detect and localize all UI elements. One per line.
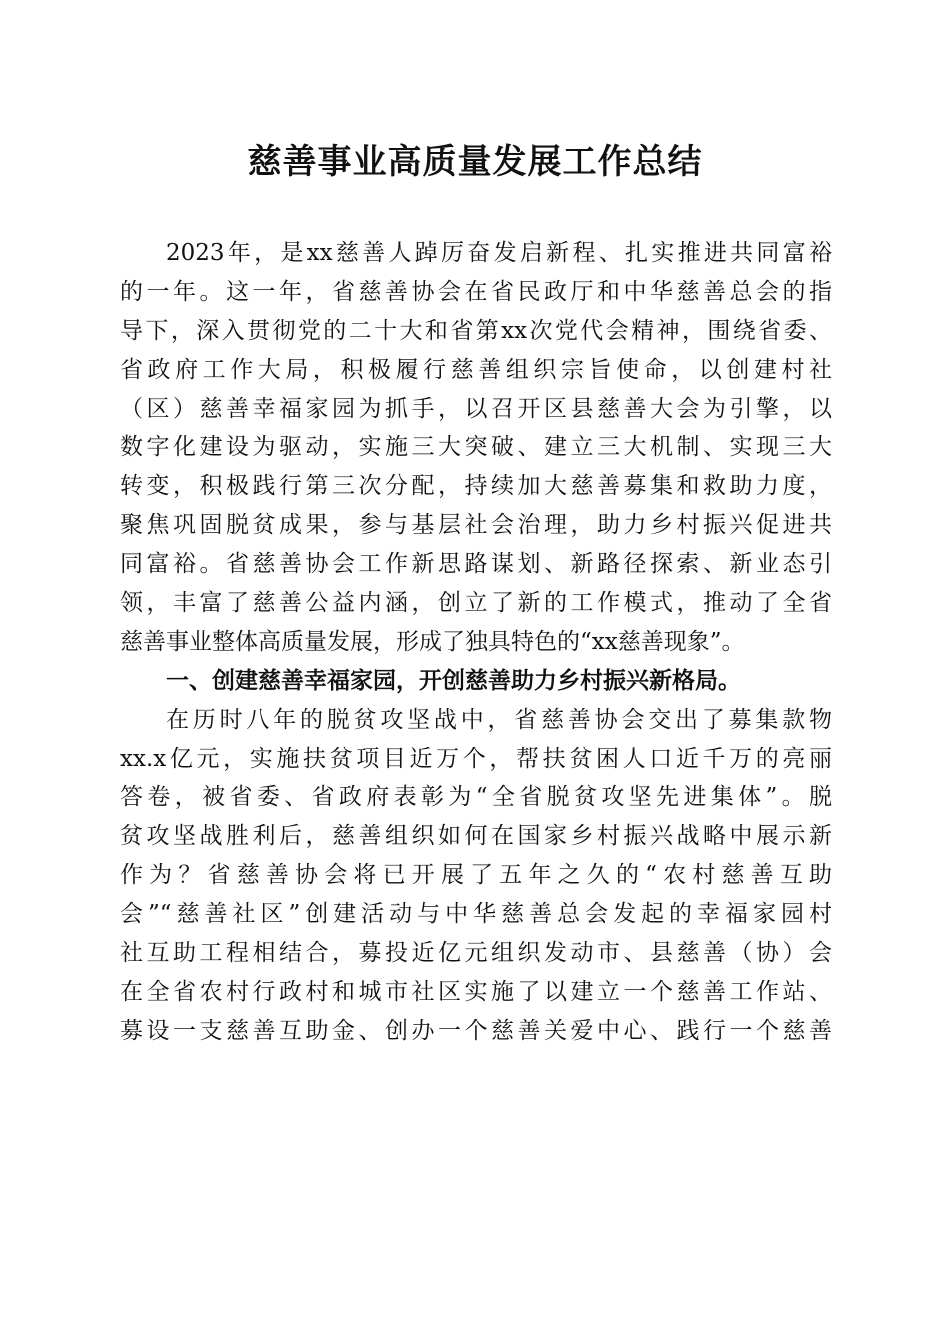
text-line: 同富裕。省慈善协会工作新思路谋划、新路径探索、新业态引 xyxy=(120,551,832,578)
section-heading-1: 一、创建慈善幸福家园，开创慈善助力乡村振兴新格局。 xyxy=(166,667,741,694)
text-line: 在历时八年的脱贫攻坚战中，省慈善协会交出了募集款物 xyxy=(166,706,832,733)
text-line: 转变，积极践行第三次分配，持续加大慈善募集和救助力度， xyxy=(120,473,832,500)
text-line: 社互助工程相结合，募投近亿元组织发动市、县慈善（协）会 xyxy=(120,940,832,967)
text-line: 2023年，是xx慈善人踔厉奋发启新程、扎实推进共同富裕 xyxy=(166,240,832,266)
text-line: 省政府工作大局，积极履行慈善组织宗旨使命，以创建村社 xyxy=(120,356,832,383)
text-line: 领，丰富了慈善公益内涵，创立了新的工作模式，推动了全省 xyxy=(120,590,832,617)
paragraph-section-1 xyxy=(120,701,832,1051)
text-line: 导下，深入贯彻党的二十大和省第xx次党代会精神，围绕省委、 xyxy=(120,317,832,344)
text-line: （区）慈善幸福家园为抓手，以召开区县慈善大会为引擎，以 xyxy=(120,395,832,422)
document-body xyxy=(120,234,832,1051)
paragraph-intro xyxy=(120,234,832,662)
text-line: 聚焦巩固脱贫成果，参与基层社会治理，助力乡村振兴促进共 xyxy=(120,512,832,539)
text-line: 在全省农村行政村和城市社区实施了以建立一个慈善工作站、 xyxy=(120,978,832,1005)
text-line: 答卷，被省委、省政府表彰为“全省脱贫攻坚先进集体”。脱 xyxy=(120,784,832,811)
text-line: 会”“慈善社区”创建活动与中华慈善总会发起的幸福家园村 xyxy=(120,901,832,928)
text-line: 数字化建设为驱动，实施三大突破、建立三大机制、实现三大 xyxy=(120,434,832,461)
text-line: 的一年。这一年，省慈善协会在省民政厅和中华慈善总会的指 xyxy=(120,278,832,305)
text-line: xx.x亿元，实施扶贫项目近万个，帮扶贫困人口近千万的亮丽 xyxy=(120,745,832,772)
text-line: 募设一支慈善互助金、创办一个慈善关爱中心、践行一个慈善 xyxy=(120,1017,832,1044)
document-title: 慈善事业高质量发展工作总结 xyxy=(247,142,703,182)
text-line: 作为？省慈善协会将已开展了五年之久的“农村慈善互助 xyxy=(120,862,832,889)
text-line: 贫攻坚战胜利后，慈善组织如何在国家乡村振兴战略中展示新 xyxy=(120,823,832,850)
text-line: 慈善事业整体高质量发展，形成了独具特色的“xx慈善现象”。 xyxy=(120,628,745,655)
